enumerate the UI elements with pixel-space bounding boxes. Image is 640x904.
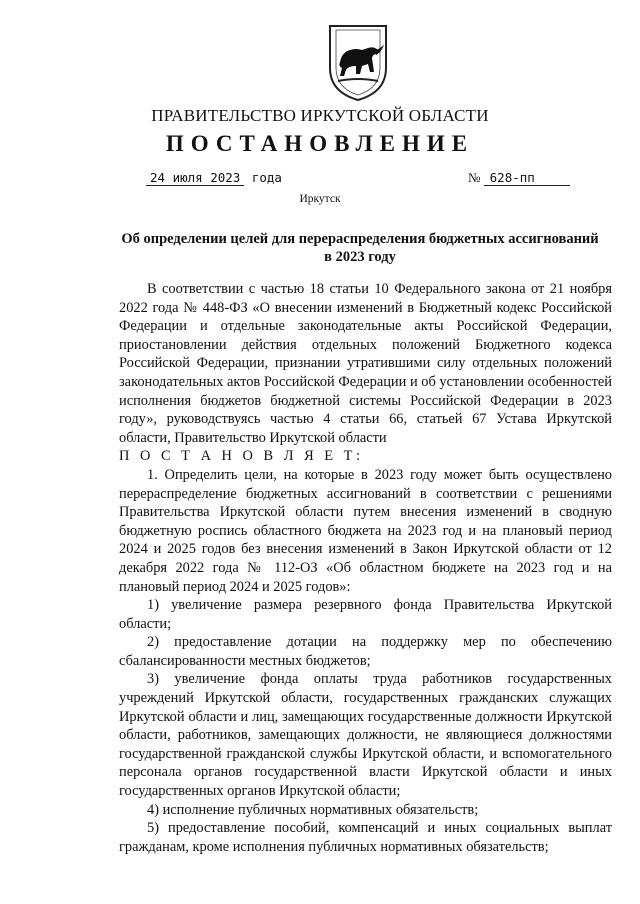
- list-item: 3) увеличение фонда оплаты труда работников государственных учреждений Иркутской области, государственных гражданских служащих Иркутской области и лиц, замещающих государственные должности Иркутской области, работников, замещающих должности, не являющиеся должностями государственной гражданской службы Иркутской области, и вспомогательного персонала органов государственной власти Иркутской области и иных государственных органов Иркутской области;: [119, 671, 612, 800]
- list-item: 2) предоставление дотации на поддержку мер по обеспечению сбалансированности местных бюджетов;: [119, 634, 612, 669]
- clause-1: 1. Определить цели, на которые в 2023 году может быть осуществлено перераспределение бюджетных ассигнований в соответствии с решениями Правительства Иркутской области путем внесения изменений в сводную бюджетную роспись областного бюджета на 2023 год и на плановый период 2024 и 2025 годов без внесения изменений в Закон Иркутской области от 12 декабря 2022 года № 112-ОЗ «Об областном бюджете на 2023 год и на плановый период 2024 и 2025 годов»:: [119, 466, 612, 595]
- coat-of-arms-icon: [318, 18, 398, 104]
- city: Иркутск: [299, 193, 341, 205]
- preamble-paragraph: В соответствии с частью 18 статьи 10 Федерального закона от 21 ноября 2022 года № 448-ФЗ «О внесении изменений в Бюджетный кодекс Российской Федерации и отдельные законодательные акты Российской Федерации, приостановлении действия отдельных положений Бюджетного кодекса Российской Федерации, признании утратившими силу отдельных положений законодательных актов Российской Федерации и об установлении особенностей исполнения бюджетов бюджетной системы Российской Федерации в 2023 году», руководствуясь частью 4 статьи 66, статьей 67 Устава Иркутской области, Правительство Иркутской области: [119, 281, 612, 446]
- document-type: ПОСТАНОВЛЕНИЕ: [165, 131, 475, 156]
- list-item: 1) увеличение размера резервного фонда Правительства Иркутской области;: [119, 597, 612, 632]
- decree-word: П О С Т А Н О В Л Я Е Т:: [119, 448, 364, 465]
- document-date-line: [146, 170, 282, 186]
- list-item: 4) исполнение публичных нормативных обязательств;: [147, 801, 479, 818]
- number-sign: №: [468, 170, 481, 185]
- document-title: Об определении целей для перераспределения бюджетных ассигнований в 2023 году: [121, 231, 599, 265]
- organization-name: ПРАВИТЕЛЬСТВО ИРКУТСКОЙ ОБЛАСТИ: [151, 106, 489, 125]
- document-number: 628-пп: [484, 170, 570, 186]
- document-number-line: [468, 170, 570, 186]
- date-suffix: года: [251, 170, 282, 185]
- document-body: [119, 280, 612, 856]
- list-item: 5) предоставление пособий, компенсаций и иных социальных выплат гражданам, кроме исполнения публичных нормативных обязательств;: [119, 820, 612, 855]
- document-date: 24 июля 2023: [146, 170, 244, 186]
